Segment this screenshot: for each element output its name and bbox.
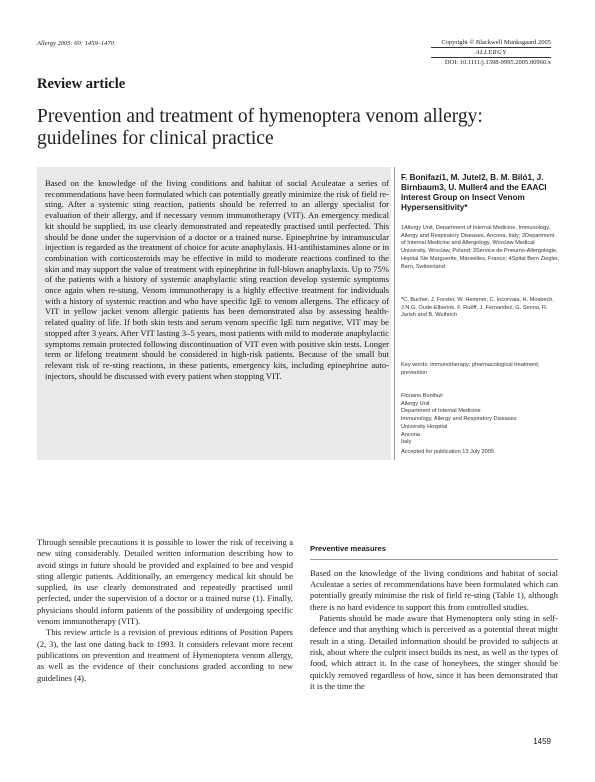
article-title: Prevention and treatment of hymenoptera venom allergy: guidelines for clinical practice [37, 106, 483, 149]
body-paragraph: Through sensible precautions it is possible to lower the risk of receiving a new sting considerably. Detailed written information describing how to avoid stings in future should be provided and explained to bee and vespid sting allergic patients. Additionally, an emergency medical kit should be supplied, its use clearly demonstrated and repeatedly practised until perfected, under the supervision of a doctor or a trained nurse (1). Finally, physicians should inform patients of the possibility of undergoing specific venom immunotherapy (VIT). [37, 537, 293, 627]
correspondence-line: Ancona [401, 431, 420, 438]
author-list: F. Bonifazi1, M. Jutel2, B. M. Biló1, J. Birnbaum3, U. Muller4 and the EAACI Interest Group on Insect Venom Hypersensitivity* [401, 173, 547, 212]
accepted-date: Accepted for publication 13 July 2005 [401, 449, 494, 455]
correspondence-line: University Hospital [401, 423, 448, 430]
copyright-block [351, 38, 551, 67]
article-type: Review article [37, 76, 126, 92]
body-paragraph: This review article is a revision of previous editions of Position Papers (2, 3), the last one dating back to 1993. It considers relevant more recent publications on prevention and treatment of Hymenoptera venom allergy, as well as the evidence of their conclusions graded according to new guidelines (4). [37, 627, 293, 683]
body-paragraph: Patients should be made aware that Hymenoptera only sting in self-defence and that anything which is perceived as a potential threat might result in a sting. Detailed information should be provided to subjects at risk, about where the culprit insect builds its nest, as well as the types of food, which attract it. In the case of honeybees, the stinger should be quickly removed regardless of how, since it has been demonstrated that it is the time the [310, 613, 558, 691]
page-number: 1459 [533, 737, 551, 746]
correspondence-line: Italy [401, 439, 412, 446]
body-left-column [37, 537, 293, 684]
section-heading: Preventive measures [310, 544, 386, 553]
correspondence-address [401, 393, 559, 447]
correspondence-line: Allergy Unit [401, 400, 430, 407]
correspondence-line: Department of Internal Medicine [401, 408, 481, 415]
divider [394, 167, 395, 460]
heading-rule [310, 559, 558, 560]
journal-citation: Allergy 2005: 60: 1459–1470 [37, 40, 114, 47]
correspondence-line: Floriano Bonifazi [401, 393, 443, 399]
body-right-column [310, 543, 558, 692]
abstract: Based on the knowledge of the living conditions and habitat of social Aculeatae a series of recommendations have been formulated which can potentially greatly minimize the risk of field re-sting. After a systemic sting reaction, patients should be referred to an allergy specialist for evaluation of their allergy, and if necessary venom immunotherapy (VIT). An emergency medical kit should be supplied, its use clearly demonstrated and repeatedly practised until perfected. This should be done under the supervision of a doctor or a trained nurse. Epinephrine by intramuscular injection is regarded as the treatment of choice for acute anaphylaxis. H1-antihistamines alone or in combination with corticosteroids may be effective in mild to moderate reactions confined to the skin and may support the value of treatment with epinephrine in full-blown anaphylaxis. Up to 75% of the patients with a history of systemic anaphylactic sting reaction develop systemic symptoms once again when re-stung. Venom immunotherapy is a highly effective treatment for individuals with a history of systemic reaction and who have specific IgE to venom allergens. The efficacy of VIT in yellow jacket venom allergic patients has been demonstrated also by assessing health-related quality of life. If both skin tests and serum venom specific IgE turn negative, VIT may be stopped after 3 years. After VIT lasting 3–5 years, most patients with mild to moderate anaphylactic symptoms remain protected following discontinuation of VIT even with positive skin tests. Longer term or lifelong treatment should be considered in high-risk patients. Because of the small but relevant risk of re-sting reactions, in these patients, emergency kits, including epinephrine auto-injectors, should be discussed with every patient when stopping VIT. [45, 178, 389, 381]
body-paragraph: Based on the knowledge of the living conditions and habitat of social Aculeatae a series of recommendations have been formulated which can potentially greatly minimise the risk of field re-sting (Table 1), although there is no hard evidence to support this from controlled studies. [310, 567, 558, 612]
journal-name: ALLERGY [431, 47, 551, 58]
doi: DOI: 10.1111/j.1398-9995.2005.00960.x [444, 59, 551, 66]
keywords: Key words: immunotherapy; pharmacological treatment; prevention [401, 362, 540, 376]
affiliations: 1Allergy Unit, Department of Internal Medicine, Immunology, Allergy and Respiratory Diseases, Ancona, Italy; 2Department of Internal Medicine and Allergology, Wroclaw Medical University, Wroclaw, Poland; 3Service de Pneumo-Allergologie, Hopital Ste Marguerite, Marseilles, France; 4Spital Bern Ziegler, Bern, Switzerland [401, 225, 559, 270]
copyright-line: Copyright © Blackwell Munksgaard 2005 [441, 39, 551, 46]
interest-group-members: *C. Bucher, J. Forster, W. Hemmer, C. Incorvaia, H. Mosbech, J.N.G. Oude-Elberink, F. Ruëff, J. Fernandez, G. Senna, R. Jarish and B. Wuthrich [401, 297, 554, 319]
correspondence-line: Immunology, Allergy and Respiratory Diseases [401, 416, 517, 423]
